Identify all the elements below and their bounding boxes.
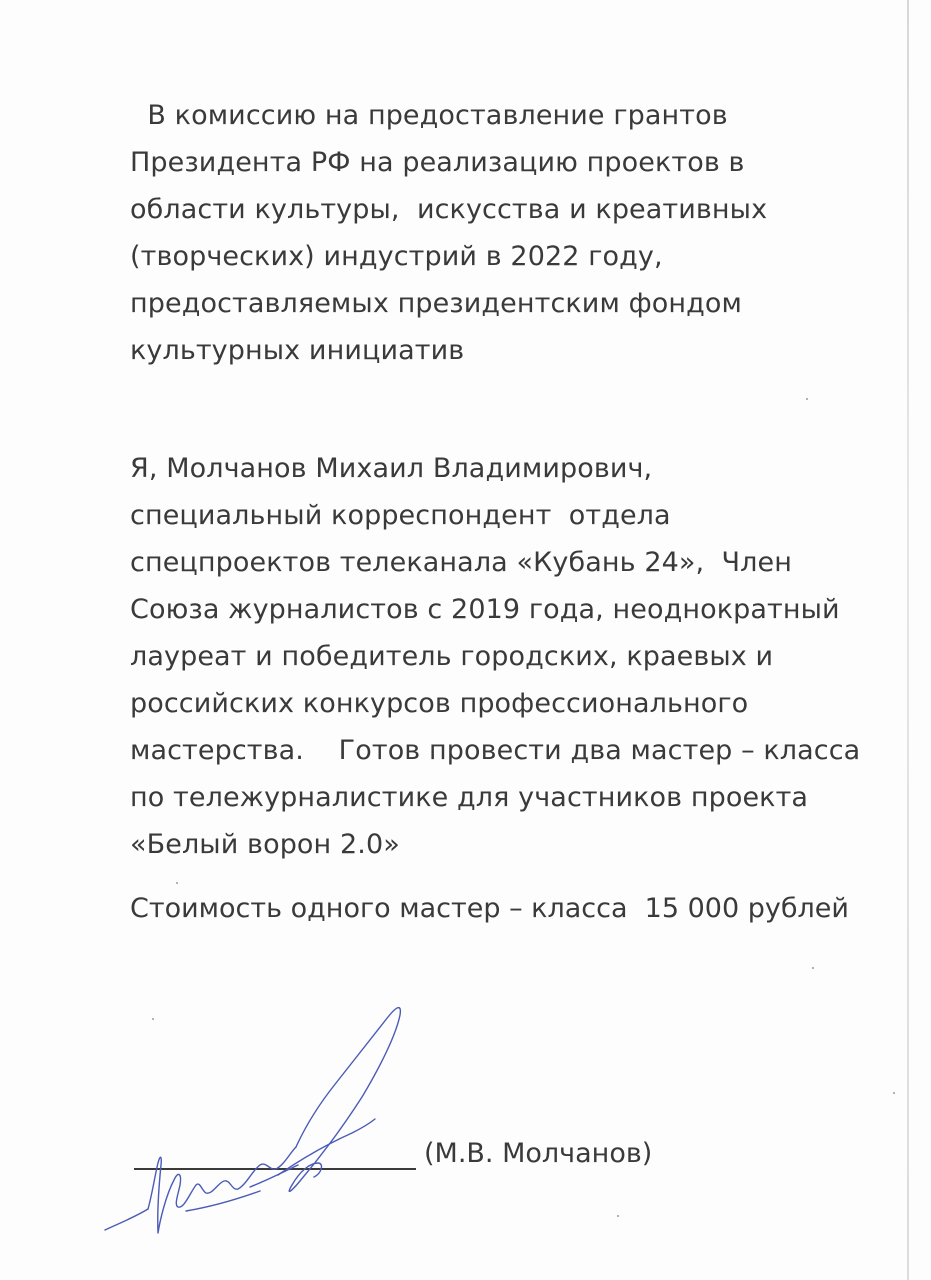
statement-line: мастерства. Готов провести два мастер – класса — [130, 735, 861, 766]
statement-line: Союза журналистов с 2019 года, неоднократный — [130, 594, 840, 625]
statement-line: спецпроектов телеканала «Кубань 24», Член — [130, 547, 792, 578]
statement-block — [130, 445, 890, 868]
scan-speck — [152, 1018, 154, 1020]
statement-line: Я, Молчанов Михаил Владимирович, — [130, 453, 653, 484]
addressee-block — [130, 92, 850, 374]
addressee-line: Президента РФ на реализацию проектов в — [130, 147, 745, 178]
addressee-line: предоставляемых президентским фондом — [130, 288, 743, 319]
addressee-line: области культуры, искусства и креативных — [130, 194, 768, 225]
statement-line: специальный корреспондент отдела — [130, 500, 671, 531]
scan-speck — [176, 882, 178, 884]
statement-line: по тележурналистике для участников проекта — [130, 782, 809, 813]
statement-line: лауреат и победитель городских, краевых и — [130, 641, 774, 672]
scan-speck — [893, 1092, 895, 1094]
cost-line: Стоимость одного мастер – класса 15 000 рублей — [130, 893, 849, 924]
scan-speck — [806, 398, 808, 400]
statement-line: российских конкурсов профессионального — [130, 688, 749, 719]
addressee-line: В комиссию на предоставление грантов — [130, 100, 728, 131]
addressee-line: культурных инициатив — [130, 335, 465, 366]
scan-speck — [617, 1215, 619, 1217]
statement-line: «Белый ворон 2.0» — [130, 829, 400, 860]
addressee-line: (творческих) индустрий в 2022 году, — [130, 241, 663, 272]
signature-name: (М.В. Молчанов) — [424, 1138, 653, 1169]
handwritten-signature — [100, 995, 420, 1250]
scan-speck — [812, 967, 814, 969]
scan-edge-line — [907, 0, 909, 1280]
